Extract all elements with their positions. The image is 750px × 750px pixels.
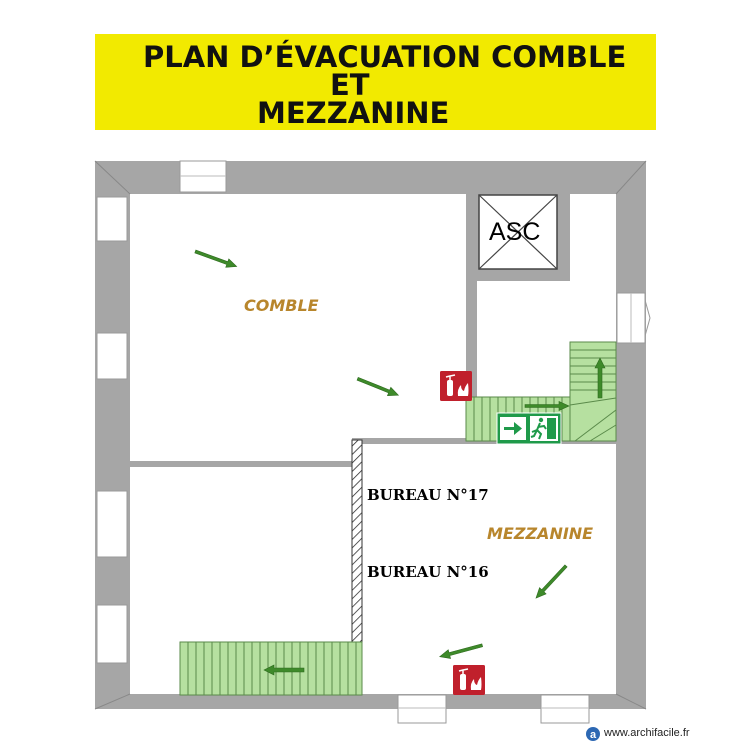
window-left-2 xyxy=(97,333,127,379)
window-bottom-1 xyxy=(398,695,446,723)
credit-text: www.archifacile.fr xyxy=(604,727,690,739)
room-label-comble: COMBLE xyxy=(244,296,319,315)
window-left-3 xyxy=(97,491,127,557)
hatched-partition xyxy=(352,440,362,643)
title-line-2: ET xyxy=(330,68,370,102)
fire-extinguisher-sign-icon xyxy=(453,665,485,695)
fire-extinguisher-sign-icon xyxy=(440,371,472,401)
window-left-4 xyxy=(97,605,127,663)
evacuation-arrow-icon xyxy=(439,641,484,661)
title-line-1: PLAN D’ÉVACUATION COMBLE xyxy=(143,40,627,74)
room-label-mezzanine: MEZZANINE xyxy=(487,524,594,543)
evacuation-arrow-icon xyxy=(356,375,400,400)
stairs-right xyxy=(570,342,616,441)
office-label-17: BUREAU N°17 xyxy=(367,486,489,504)
logo-mark: a xyxy=(589,729,597,741)
elevator-label: ASC xyxy=(489,218,541,246)
window-left-1 xyxy=(97,197,127,241)
archifacile-logo-icon xyxy=(586,727,600,741)
title-line-3: MEZZANINE xyxy=(257,96,450,130)
evacuation-arrow-icon xyxy=(533,563,570,601)
window-bottom-2 xyxy=(541,695,589,723)
emergency-exit-sign-icon xyxy=(497,413,561,444)
office-label-16: BUREAU N°16 xyxy=(367,563,489,581)
evacuation-arrow-icon xyxy=(194,247,238,271)
